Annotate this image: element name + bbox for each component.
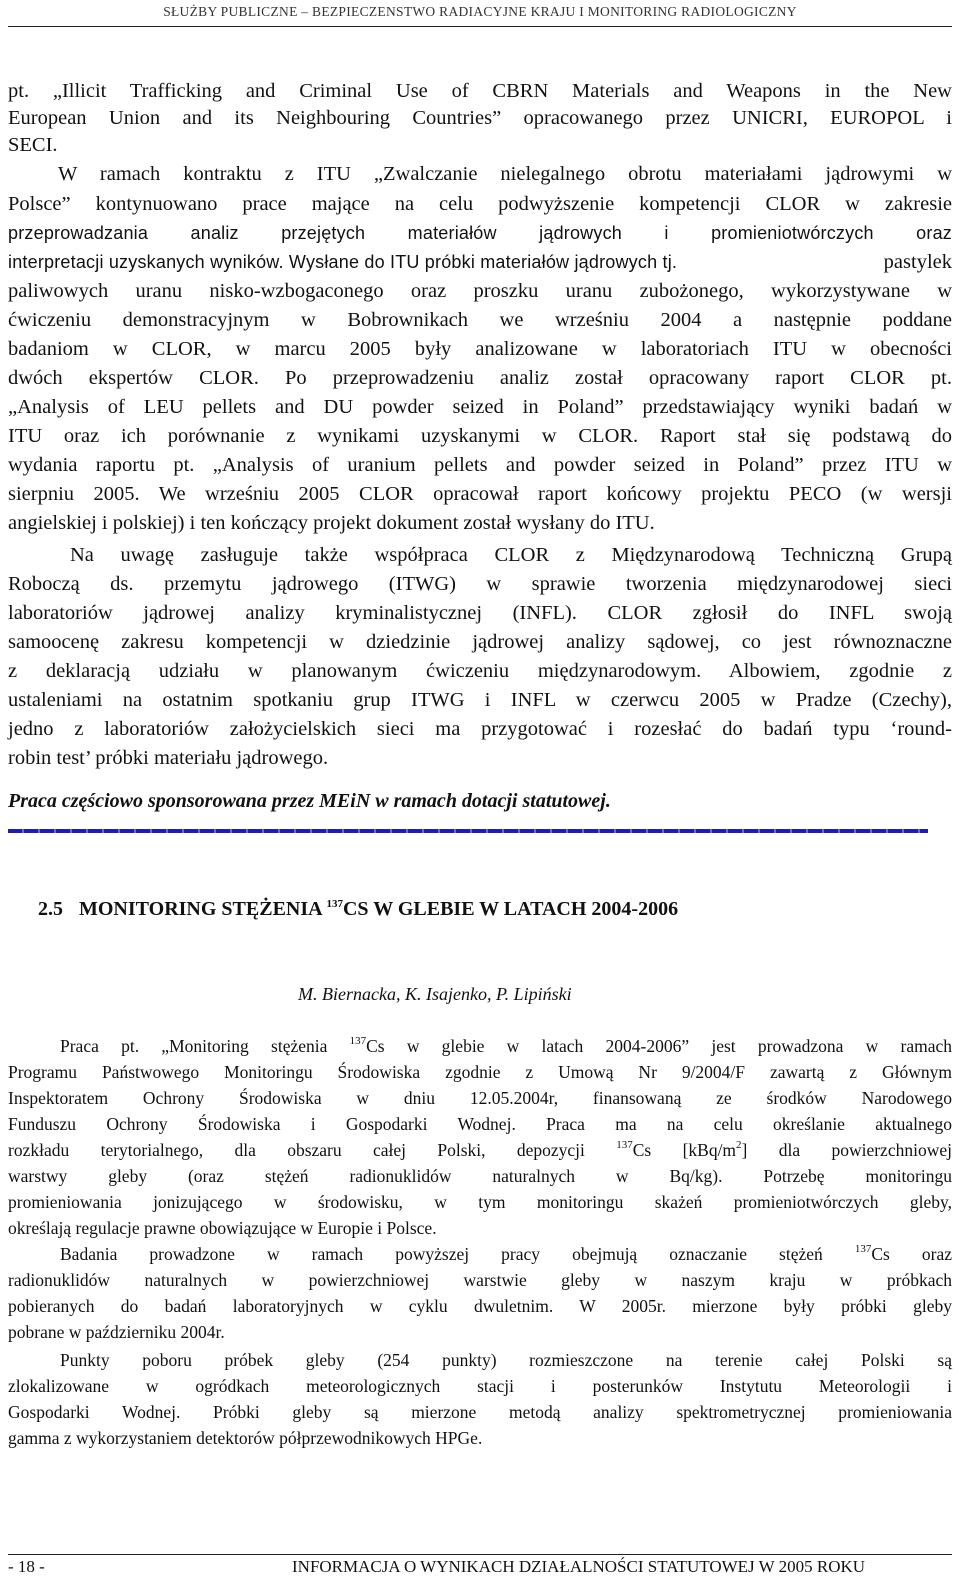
text-line: pobieranych do badań laboratoryjnych w cyklu dwuletnim. W 2005r. mierzone były próbki gleby	[8, 1296, 952, 1316]
text-line: gamma z wykorzystaniem detektorów półprzewodnikowych HPGe.	[8, 1428, 483, 1448]
text-line: European Union and its Neighbouring Countries” opracowanego przez UNICRI, EUROPOL i	[8, 107, 952, 129]
text-line: Polsce” kontynuowano prace mające na celu podwyższenie kompetencji CLOR w zakresie	[8, 193, 952, 215]
text-line: przeprowadzania analiz przejętych materiałów jądrowych i promieniotwórczych oraz	[8, 223, 952, 243]
text-line: jedno z laboratoriów założycielskich sieci ma przygotować i rozesłać do badań typu ‘round-	[8, 718, 952, 740]
section-number: 2.5	[38, 898, 63, 920]
text-line: robin test’ próbki materiału jądrowego.	[8, 747, 329, 769]
text-line	[8, 1138, 952, 1162]
section-title-part: MONITORING STĘŻENIA	[79, 898, 327, 920]
text-line: Gospodarki Wodnej. Próbki gleby są mierzone metodą analizy spektrometrycznej promieniowania	[8, 1402, 952, 1422]
text-line: warstwy gleby (oraz stężeń radionuklidów naturalnych w Bq/kg). Potrzebę monitoringu	[8, 1166, 952, 1186]
text-run: Cs oraz	[871, 1244, 952, 1264]
text-line: pt. „Illicit Trafficking and Criminal Use of CBRN Materials and Weapons in the New	[8, 80, 952, 102]
text-line: badaniom w CLOR, w marcu 2005 były analizowane w laboratoriach ITU w obecności	[8, 338, 952, 360]
text-line	[60, 1242, 952, 1266]
superscript: 137	[616, 1139, 633, 1151]
text-line: określają regulacje prawne obowiązujące w Europie i Polsce.	[8, 1218, 437, 1238]
text-line: ustaleniami na ostatnim spotkaniu grup ITWG i INFL w czerwcu 2005 w Pradze (Czechy),	[8, 689, 952, 711]
running-header: SŁUŻBY PUBLICZNE – BEZPIECZENSTWO RADIACYJNE KRAJU I MONITORING RADIOLOGICZNY	[163, 4, 797, 19]
section-divider	[8, 829, 928, 833]
text-line: z deklaracją udziału w planowanym ćwiczeniu międzynarodowym. Albowiem, zgodnie z	[8, 660, 952, 682]
text-run: Cs [kBq/m	[632, 1140, 737, 1160]
text-line: Na uwagę zasługuje także współpraca CLOR z Międzynarodową Techniczną Grupą	[70, 544, 952, 566]
footer-title: INFORMACJA O WYNIKACH DZIAŁALNOŚCI STATUTOWEJ W 2005 ROKU	[292, 1557, 866, 1576]
superscript: 137	[854, 1243, 872, 1255]
text-run: Praca pt. „Monitoring stężenia	[60, 1036, 350, 1056]
text-line: sierpniu 2005. We wrześniu 2005 CLOR opracował raport końcowy projektu PECO (w wersji	[8, 483, 952, 505]
text-line: zlokalizowane w ogródkach meteorologicznych stacji i posterunków Instytutu Meteorologii i	[8, 1376, 952, 1396]
footer-divider	[8, 1554, 952, 1555]
text-line: Punkty poboru próbek gleby (254 punkty) rozmieszczone na terenie całej Polski są	[60, 1350, 952, 1370]
text-run: rozkładu terytorialnego, dla obszaru całej Polski, depozycji	[8, 1140, 617, 1160]
text-line: ćwiczeniu demonstracyjnym w Bobrownikach we wrześniu 2004 a następnie poddane	[8, 309, 952, 331]
section-authors: M. Biernacka, K. Isajenko, P. Lipiński	[298, 984, 572, 1004]
funding-note: Praca częściowo sponsorowana przez MEiN w ramach dotacji statutowej.	[8, 790, 611, 812]
superscript: 137	[349, 1035, 367, 1047]
text-line: ITU oraz ich porównanie z wynikami uzyskanymi w CLOR. Raport stał się podstawą do	[8, 425, 952, 447]
text-line	[8, 249, 952, 275]
section-title	[79, 898, 678, 920]
text-line: W ramach kontraktu z ITU „Zwalczanie nielegalnego obrotu materiałami jądrowymi w	[58, 163, 952, 185]
text-line: angielskiej i polskiej) i ten kończący projekt dokument został wysłany do ITU.	[8, 512, 655, 534]
section-heading	[38, 898, 678, 921]
superscript: 2	[736, 1139, 742, 1151]
section-title-part: CS W GLEBIE W LATACH 2004-2006	[342, 898, 679, 920]
text-line: Programu Państwowego Monitoringu Środowiska zgodnie z Umową Nr 9/2004/F zawartą z Głównym	[8, 1062, 952, 1082]
text-line: samoocenę zakresu kompetencji w dziedzinie jądrowej analizy sądowej, co jest równoznaczne	[8, 631, 952, 653]
page-number: - 18 -	[8, 1557, 45, 1576]
isotope-mass: 137	[326, 898, 343, 910]
text-line: laboratoriów jądrowej analizy kryminalistycznej (INFL). CLOR zgłosił do INFL swoją	[8, 602, 952, 624]
text-line: paliwowych uranu nisko-wzbogaconego oraz proszku uranu zubożonego, wykorzystywane w	[8, 280, 952, 302]
text-line: Funduszu Ochrony Środowiska i Gospodarki Wodnej. Praca ma na celu określanie aktualnego	[8, 1114, 952, 1134]
text-line: SECI.	[8, 134, 58, 156]
text-line: Inspektoratem Ochrony Środowiska w dniu 12.05.2004r, finansowaną ze środków Narodowego	[8, 1088, 952, 1108]
text-run: Badania prowadzone w ramach powyższej pracy obejmują oznaczanie stężeń	[60, 1244, 855, 1264]
text-line: dwóch ekspertów CLOR. Po przeprowadzeniu analiz został opracowany raport CLOR pt.	[8, 367, 952, 389]
text-line: promieniowania jonizującego w środowisku, w tym monitoringu skażeń promieniotwórczych gleby,	[8, 1192, 952, 1212]
text-run: interpretacji uzyskanych wyników. Wysłane do ITU próbki materiałów jądrowych tj.	[8, 252, 678, 272]
header-divider	[8, 26, 952, 27]
text-line: Roboczą ds. przemytu jądrowego (ITWG) w sprawie tworzenia międzynarodowej sieci	[8, 573, 952, 595]
text-run: ] dla powierzchniowej	[741, 1140, 952, 1160]
text-line: „Analysis of LEU pellets and DU powder seized in Poland” przedstawiający wyniki badań w	[8, 396, 952, 418]
text-run: Cs w glebie w latach 2004-2006” jest prowadzona w ramach	[366, 1036, 952, 1056]
text-run: pastylek	[883, 251, 952, 273]
text-line: radionuklidów naturalnych w powierzchniowej warstwie gleby w naszym kraju w próbkach	[8, 1270, 952, 1290]
text-line: pobrane w październiku 2004r.	[8, 1322, 225, 1342]
text-line: wydania raportu pt. „Analysis of uranium pellets and powder seized in Poland” przez ITU w	[8, 454, 952, 476]
text-line	[60, 1034, 952, 1058]
